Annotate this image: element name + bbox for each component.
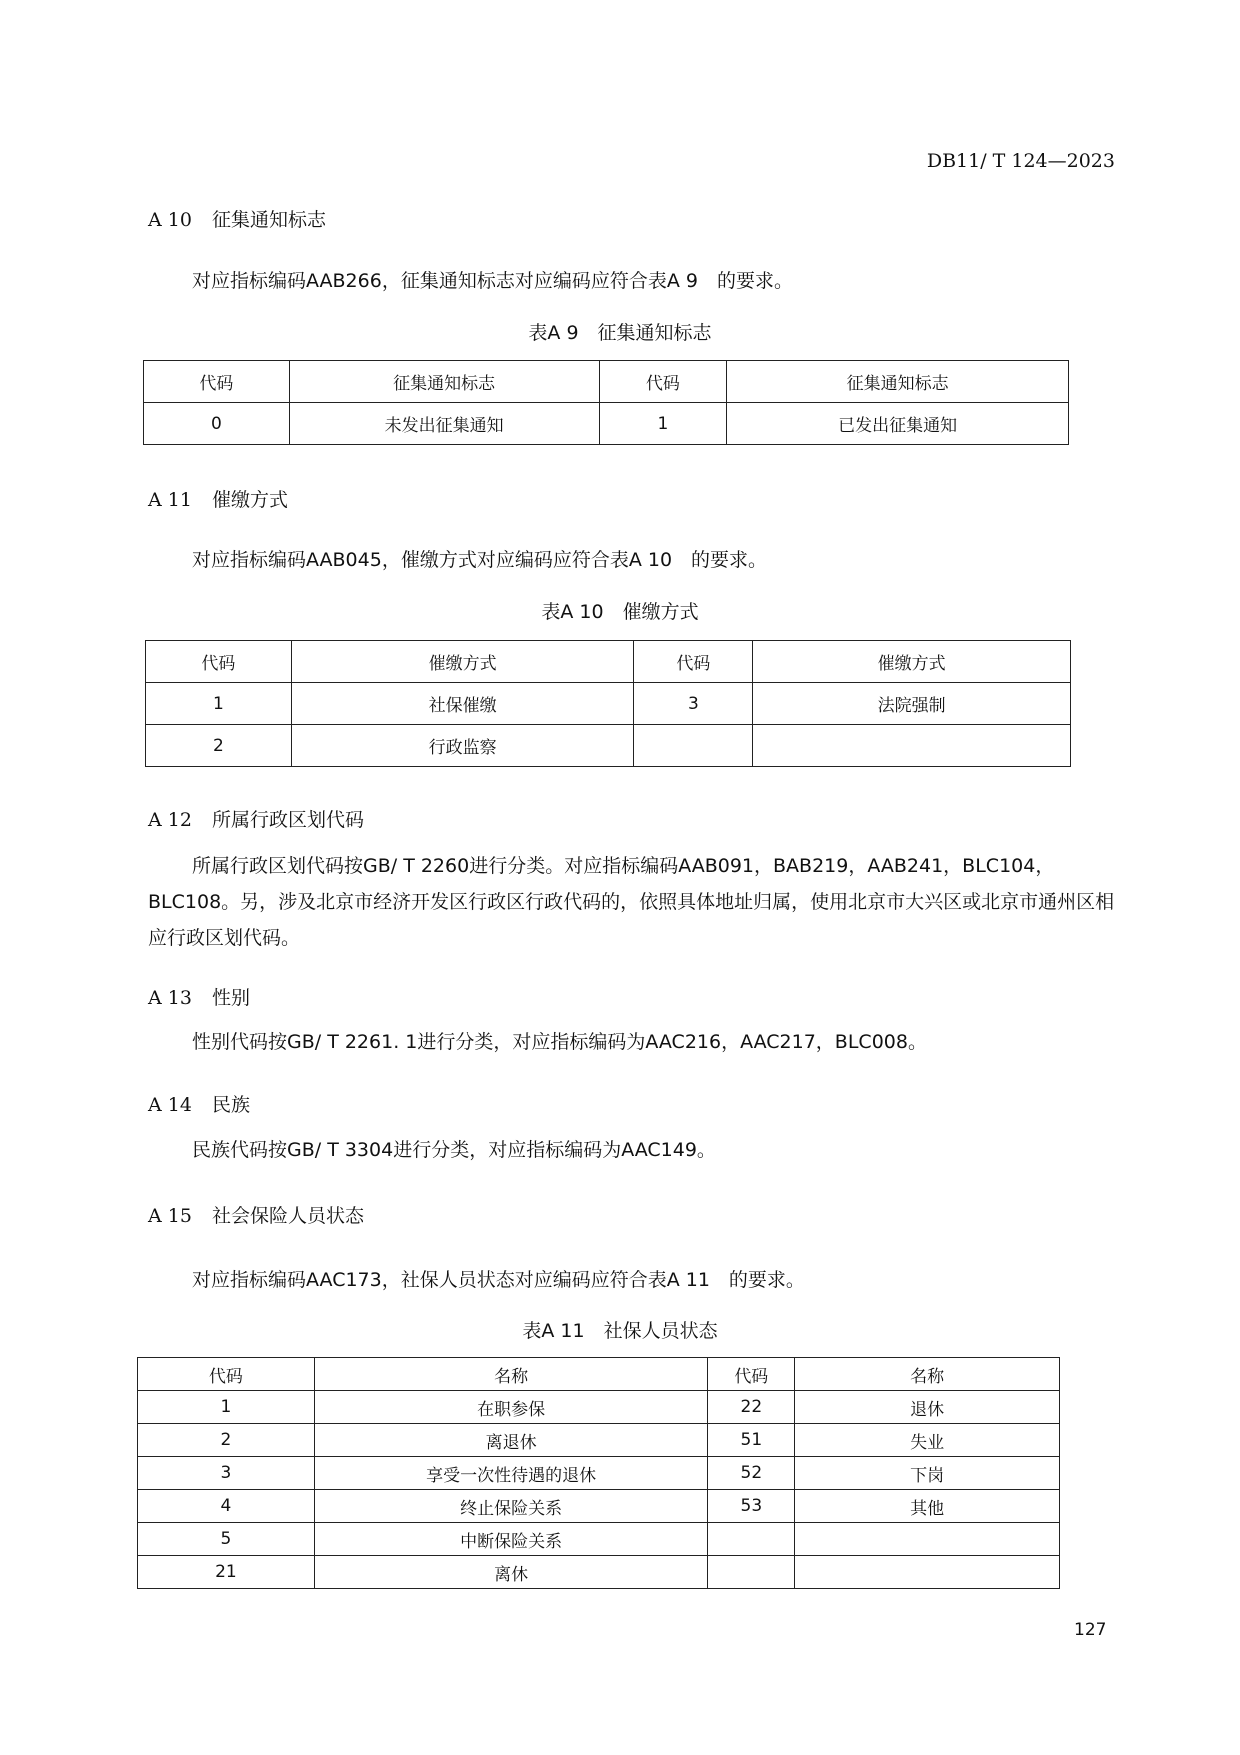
table-header-row — [144, 361, 1069, 403]
table-row — [138, 1556, 1060, 1589]
table-cell — [795, 1556, 1060, 1589]
table-cell: 3 — [138, 1457, 315, 1490]
table-cell: 22 — [708, 1391, 795, 1424]
table-row — [138, 1490, 1060, 1523]
section-heading-a13 — [148, 983, 250, 1010]
table-row — [146, 683, 1071, 725]
table-cell: 离休 — [314, 1556, 708, 1589]
table-row — [146, 725, 1071, 767]
table-cell: 4 — [138, 1490, 315, 1523]
table-cell: 52 — [708, 1457, 795, 1490]
page-number: 127 — [1074, 1620, 1107, 1640]
section-title: 民族 — [212, 1094, 251, 1116]
table-row — [138, 1523, 1060, 1556]
header-cell: 代码 — [144, 361, 290, 403]
table-a9 — [143, 360, 1069, 445]
paragraph-a14: 民族代码按GB/ T 3304进行分类，对应指标编码为AAC149。 — [192, 1139, 716, 1161]
table-cell: 社保催缴 — [291, 683, 634, 725]
table-cell: 享受一次性待遇的退休 — [314, 1457, 708, 1490]
section-heading-a11 — [148, 485, 288, 512]
document-code: DB11/ T 124—2023 — [926, 150, 1115, 172]
paragraph-a13: 性别代码按GB/ T 2261. 1进行分类，对应指标编码为AAC216，AAC217，BLC008。 — [192, 1031, 927, 1053]
table-a11 — [137, 1357, 1060, 1589]
table-cell: 53 — [708, 1490, 795, 1523]
section-title: 催缴方式 — [212, 489, 289, 511]
table-caption-a11: 表A 11 社保人员状态 — [522, 1320, 718, 1342]
header-cell: 征集通知标志 — [289, 361, 599, 403]
table-cell: 下岗 — [795, 1457, 1060, 1490]
table-cell: 0 — [144, 403, 290, 445]
paragraph-a15: 对应指标编码AAC173，社保人员状态对应编码应符合表A 11 的要求。 — [192, 1269, 805, 1291]
header-cell: 代码 — [146, 641, 292, 683]
table-cell — [634, 725, 753, 767]
table-cell — [708, 1556, 795, 1589]
section-title: 性别 — [212, 987, 251, 1009]
table-cell: 未发出征集通知 — [289, 403, 599, 445]
section-title: 所属行政区划代码 — [212, 809, 365, 831]
section-heading-a15 — [148, 1201, 364, 1228]
table-cell: 1 — [146, 683, 292, 725]
table-cell: 21 — [138, 1556, 315, 1589]
paragraph-a10: 对应指标编码AAB266，征集通知标志对应编码应符合表A 9 的要求。 — [192, 270, 793, 292]
table-row — [138, 1457, 1060, 1490]
table-cell: 行政监察 — [291, 725, 634, 767]
table-cell: 失业 — [795, 1424, 1060, 1457]
header-cell: 代码 — [634, 641, 753, 683]
header-cell: 代码 — [138, 1358, 315, 1391]
table-cell: 2 — [138, 1424, 315, 1457]
header-cell: 征集通知标志 — [727, 361, 1069, 403]
paragraph-a12: 所属行政区划代码按GB/ T 2260进行分类。对应指标编码AAB091，BAB219，AAB241，BLC104，BLC108。另，涉及北京市经济开发区行政区行政代码的，依照具体地址归属，使用北京市大兴区或北京市通州区相应行政区划代码。 — [148, 855, 1115, 949]
table-row — [144, 403, 1069, 445]
table-cell: 2 — [146, 725, 292, 767]
header-cell: 名称 — [795, 1358, 1060, 1391]
header-cell: 催缴方式 — [291, 641, 634, 683]
section-number: A 10 — [148, 209, 192, 231]
table-a10 — [145, 640, 1071, 767]
table-cell: 1 — [599, 403, 727, 445]
section-heading-a14 — [148, 1090, 250, 1117]
table-cell: 3 — [634, 683, 753, 725]
table-cell: 5 — [138, 1523, 315, 1556]
table-cell: 离退休 — [314, 1424, 708, 1457]
table-caption-a9: 表A 9 征集通知标志 — [528, 322, 712, 344]
table-cell — [753, 725, 1071, 767]
section-number: A 15 — [148, 1205, 192, 1227]
table-cell: 已发出征集通知 — [727, 403, 1069, 445]
section-heading-a12 — [148, 805, 364, 832]
header-cell: 代码 — [708, 1358, 795, 1391]
table-cell: 中断保险关系 — [314, 1523, 708, 1556]
table-row — [138, 1424, 1060, 1457]
table-cell: 在职参保 — [314, 1391, 708, 1424]
section-number: A 14 — [148, 1094, 192, 1116]
section-title: 征集通知标志 — [212, 209, 327, 231]
table-row — [138, 1391, 1060, 1424]
section-number: A 12 — [148, 809, 192, 831]
table-cell — [708, 1523, 795, 1556]
paragraph-a11: 对应指标编码AAB045，催缴方式对应编码应符合表A 10 的要求。 — [192, 549, 768, 571]
header-cell: 名称 — [314, 1358, 708, 1391]
section-number: A 11 — [148, 489, 192, 511]
table-header-row — [146, 641, 1071, 683]
table-cell: 其他 — [795, 1490, 1060, 1523]
section-number: A 13 — [148, 987, 192, 1009]
header-cell: 代码 — [599, 361, 727, 403]
table-cell: 法院强制 — [753, 683, 1071, 725]
table-cell: 51 — [708, 1424, 795, 1457]
header-cell: 催缴方式 — [753, 641, 1071, 683]
table-header-row — [138, 1358, 1060, 1391]
table-cell: 退休 — [795, 1391, 1060, 1424]
section-title: 社会保险人员状态 — [212, 1205, 365, 1227]
table-cell — [795, 1523, 1060, 1556]
table-cell: 1 — [138, 1391, 315, 1424]
section-heading-a10 — [148, 205, 326, 232]
table-caption-a10: 表A 10 催缴方式 — [541, 601, 699, 623]
table-cell: 终止保险关系 — [314, 1490, 708, 1523]
